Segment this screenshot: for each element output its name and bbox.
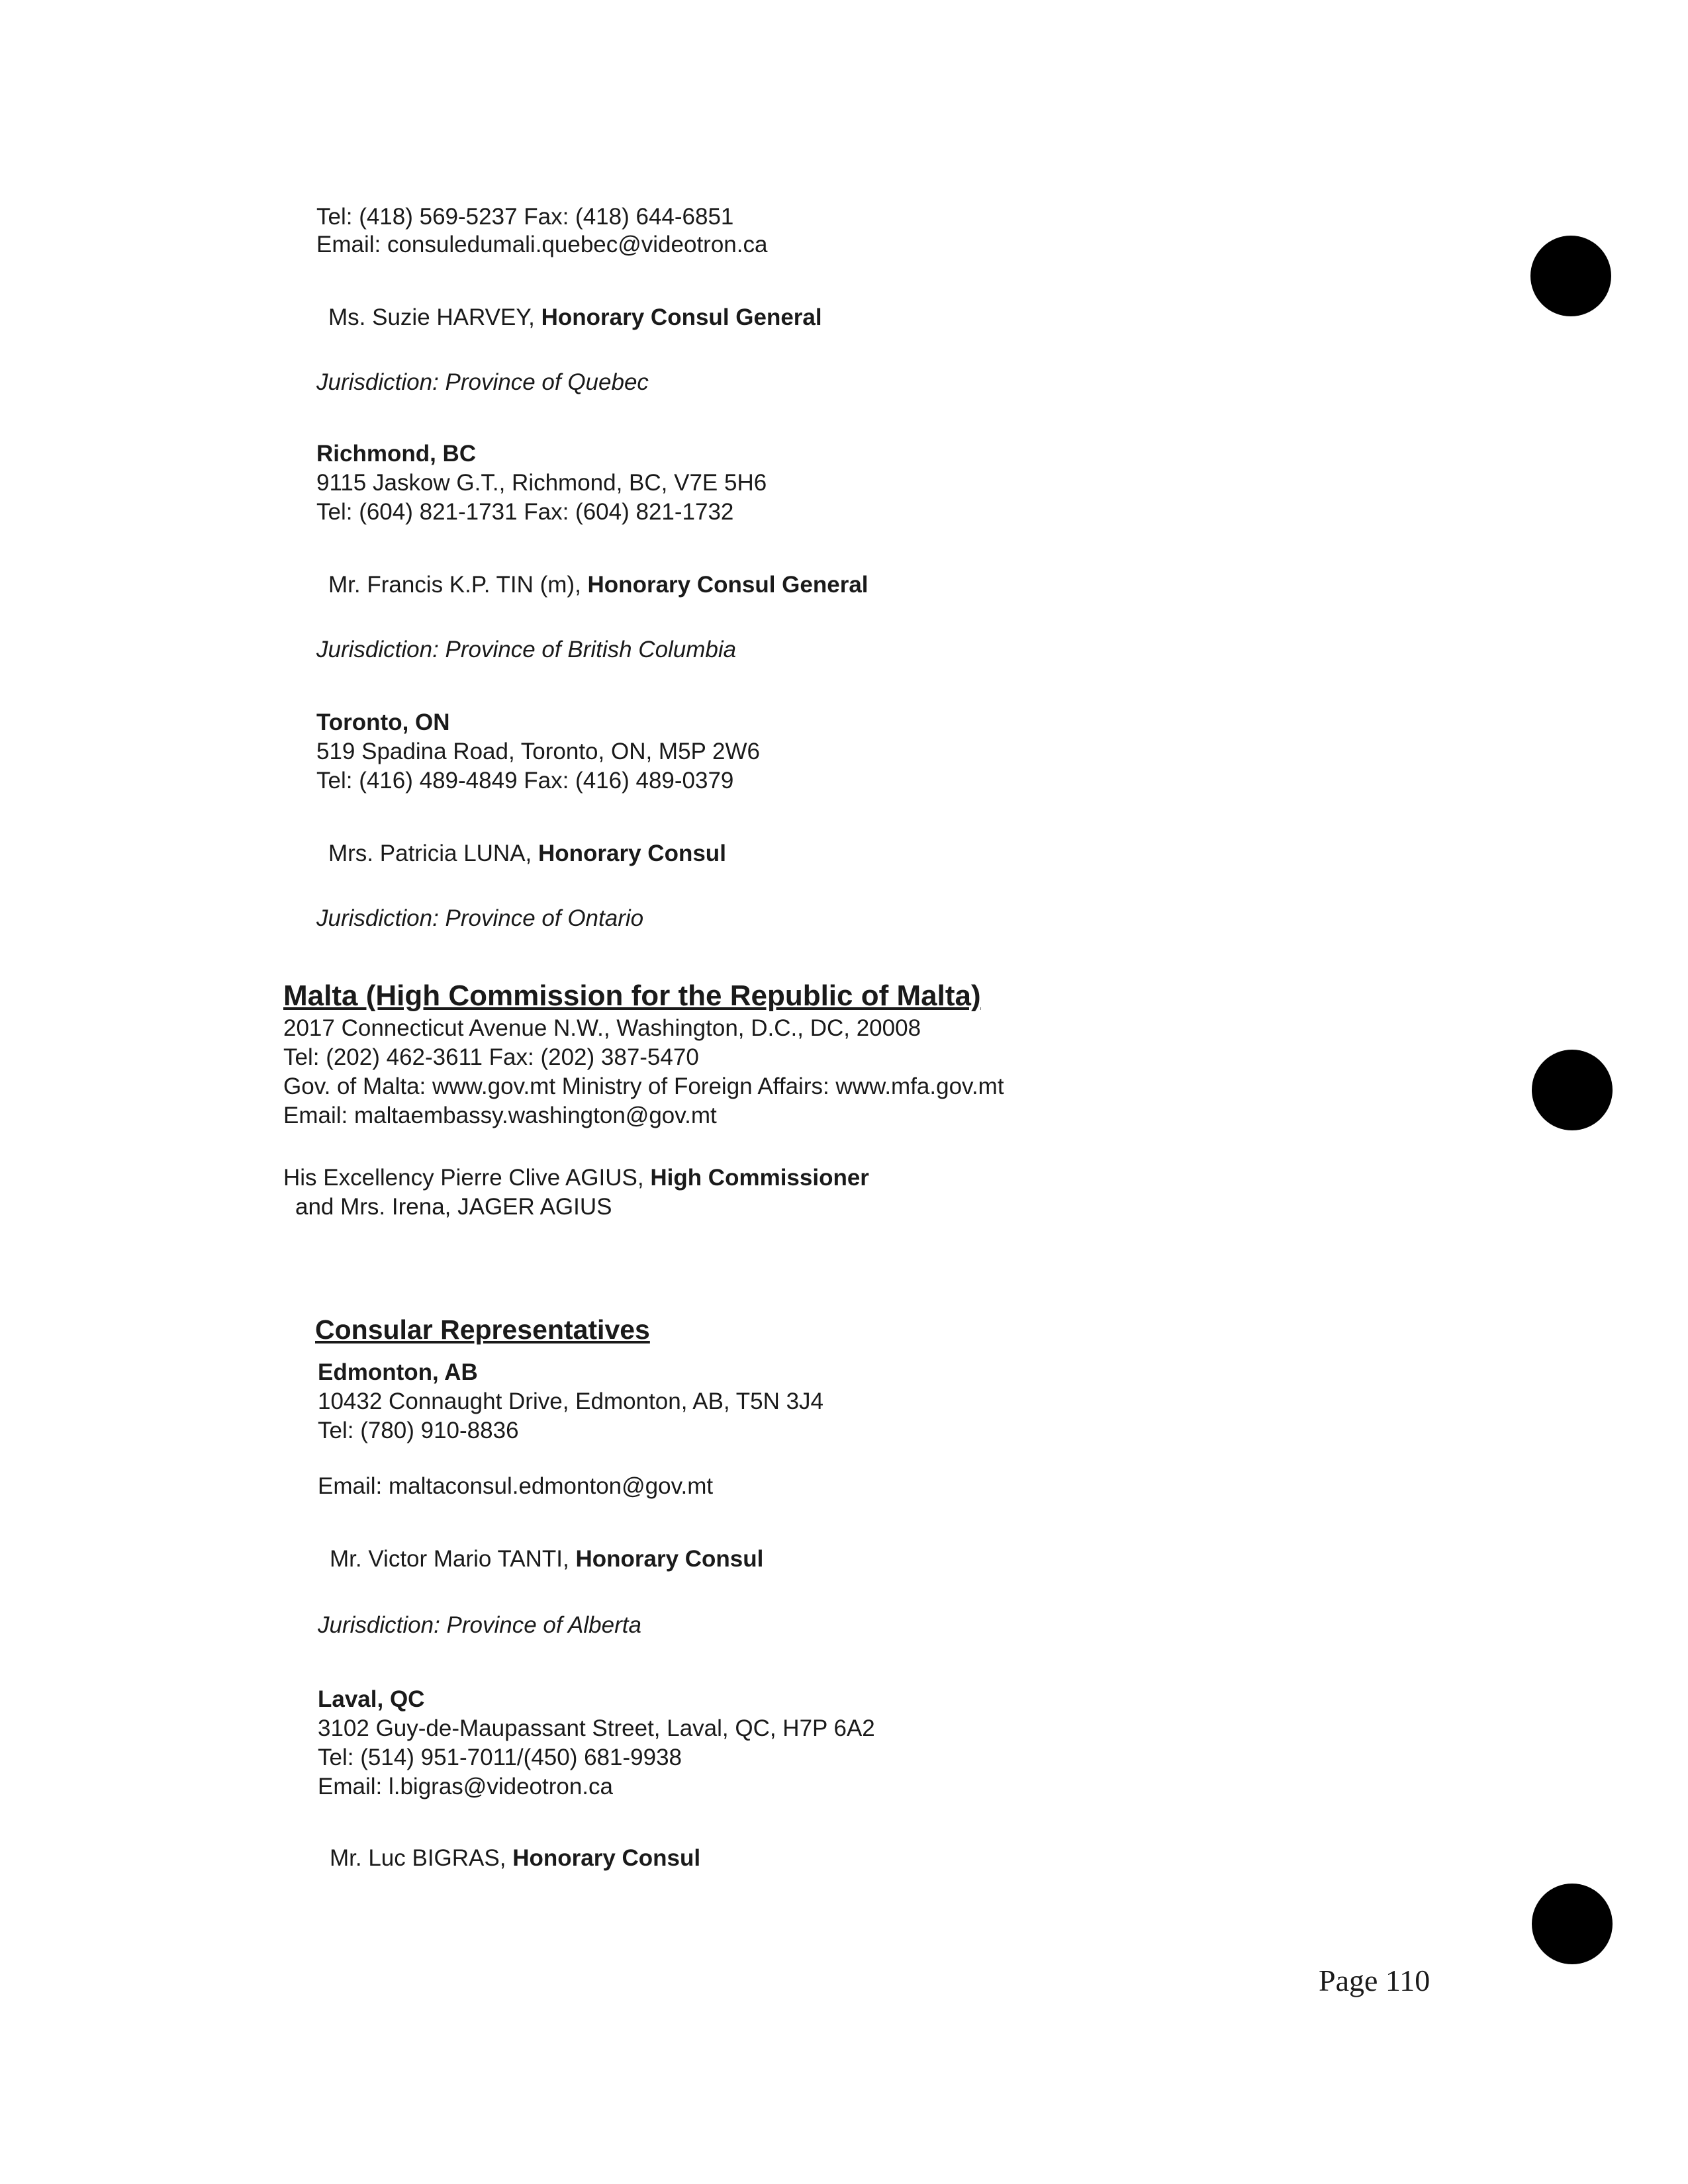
edmonton-city: Edmonton, AB [318, 1359, 478, 1385]
richmond-address: 9115 Jaskow G.T., Richmond, BC, V7E 5H6 [316, 470, 767, 496]
representative-title: Honorary Consul General [587, 572, 868, 598]
toronto-city: Toronto, ON [316, 709, 450, 735]
laval-city: Laval, QC [318, 1686, 425, 1712]
representative-name: Mrs. Patricia LUNA, [328, 841, 538, 866]
edmonton-jurisdiction: Jurisdiction: Province of Alberta [318, 1612, 641, 1638]
edmonton-tel: Tel: (780) 910-8836 [318, 1418, 519, 1443]
head-title: High Commissioner [650, 1165, 869, 1191]
toronto-representative [328, 839, 726, 868]
malta-heading: Malta (High Commission for the Republic of Malta) [283, 979, 981, 1012]
edmonton-representative [330, 1545, 763, 1574]
laval-address: 3102 Guy-de-Maupassant Street, Laval, QC, H7P 6A2 [318, 1715, 875, 1741]
punch-hole-top [1530, 236, 1611, 316]
consular-heading: Consular Representatives [315, 1314, 650, 1345]
edmonton-address: 10432 Connaught Drive, Edmonton, AB, T5N 3J4 [318, 1388, 824, 1414]
malta-tel: Tel: (202) 462-3611 Fax: (202) 387-5470 [283, 1044, 699, 1070]
representative-title: Honorary Consul [538, 841, 726, 866]
representative-name: Mr. Victor Mario TANTI, [330, 1546, 576, 1572]
representative-title: Honorary Consul General [541, 304, 822, 330]
representative-title: Honorary Consul [512, 1845, 701, 1871]
richmond-city: Richmond, BC [316, 441, 477, 467]
malta-address: 2017 Connecticut Avenue N.W., Washington, D.C., DC, 20008 [283, 1015, 921, 1041]
malta-email: Email: maltaembassy.washington@gov.mt [283, 1103, 717, 1128]
toronto-address: 519 Spadina Road, Toronto, ON, M5P 2W6 [316, 739, 760, 764]
representative-title: Honorary Consul [575, 1546, 764, 1572]
punch-hole-middle [1532, 1050, 1613, 1130]
edmonton-email: Email: maltaconsul.edmonton@gov.mt [318, 1473, 714, 1499]
page-number: Page 110 [1319, 1964, 1430, 1997]
toronto-tel: Tel: (416) 489-4849 Fax: (416) 489-0379 [316, 768, 734, 794]
representative-name: Ms. Suzie HARVEY, [328, 304, 541, 330]
toronto-jurisdiction: Jurisdiction: Province of Ontario [316, 905, 644, 931]
quebec-email: Email: consuledumali.quebec@videotron.ca [316, 232, 768, 257]
richmond-jurisdiction: Jurisdiction: Province of British Columbia [316, 637, 737, 662]
punch-hole-bottom [1532, 1884, 1613, 1964]
representative-name: Mr. Francis K.P. TIN (m), [328, 572, 588, 598]
quebec-jurisdiction: Jurisdiction: Province of Quebec [316, 369, 649, 395]
head-name: His Excellency Pierre Clive AGIUS, [283, 1165, 651, 1191]
malta-websites: Gov. of Malta: www.gov.mt Ministry of Foreign Affairs: www.mfa.gov.mt [283, 1073, 1004, 1099]
laval-tel: Tel: (514) 951-7011/(450) 681-9938 [318, 1745, 682, 1770]
malta-head-of-mission [283, 1163, 869, 1193]
laval-email: Email: l.bigras@videotron.ca [318, 1774, 613, 1799]
laval-representative [330, 1844, 700, 1873]
malta-spouse: and Mrs. Irena, JAGER AGIUS [295, 1194, 612, 1220]
quebec-representative [328, 303, 822, 332]
richmond-tel: Tel: (604) 821-1731 Fax: (604) 821-1732 [316, 499, 734, 525]
richmond-representative [328, 570, 868, 600]
representative-name: Mr. Luc BIGRAS, [330, 1845, 513, 1871]
quebec-tel: Tel: (418) 569-5237 Fax: (418) 644-6851 [316, 204, 734, 230]
